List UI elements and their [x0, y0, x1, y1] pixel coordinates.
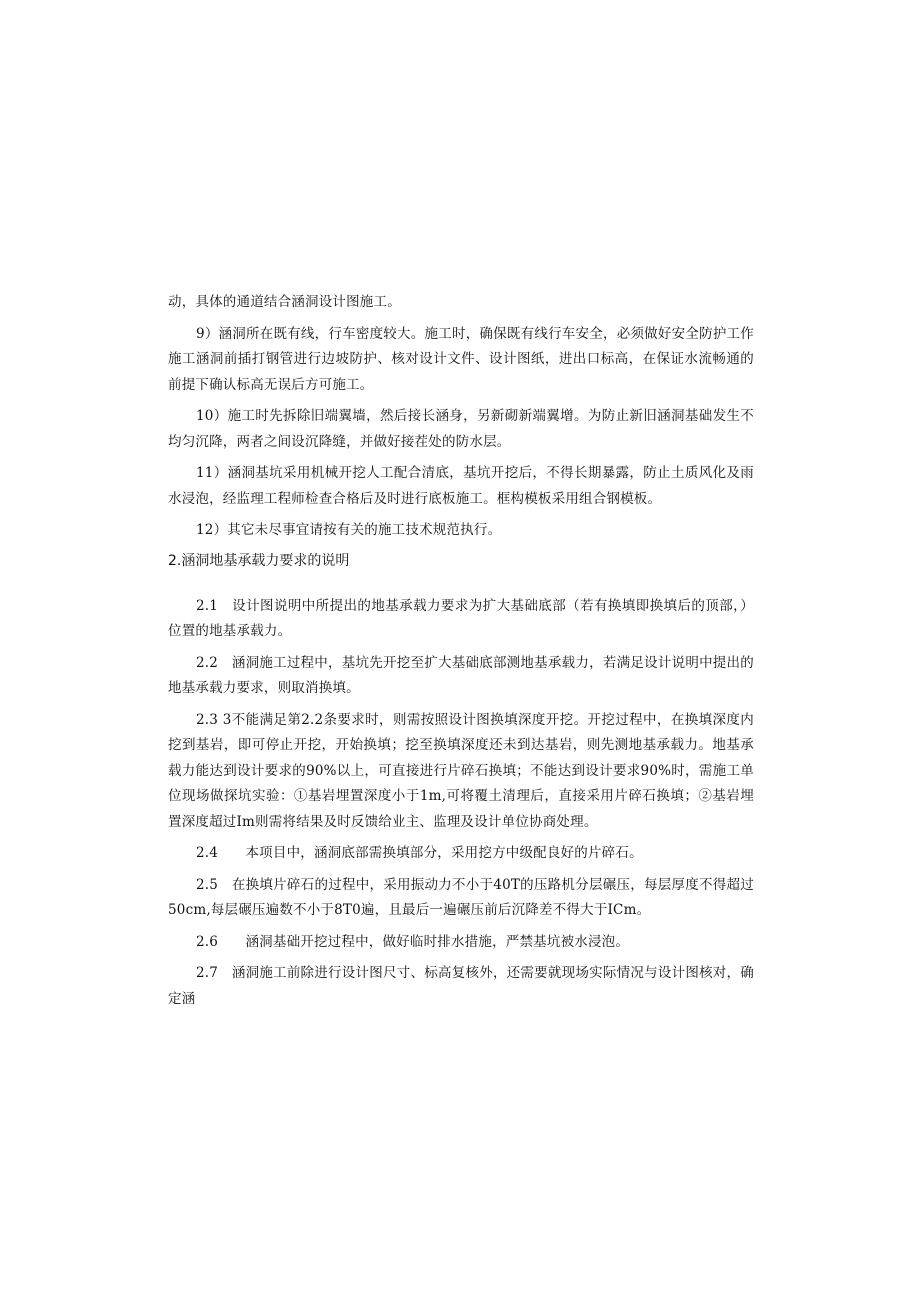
paragraph-2-3: 2.3 3不能满足第2.2条要求时，则需按照设计图换填深度开挖。开挖过程中，在换填深度内挖到基岩，即可停止开挖，开始换填；挖至换填深度还未到达基岩，则先测地基承载力。地基承载力能达到设计要求的90%以上，可直接进行片碎石换填；不能达到设计要求90%时，需施工单位现场做探坑实验：①基岩埋置深度小于1m,可将覆土清理后，直接采用片碎石换填；②基岩埋置深度超过Im则需将结果及时反馈给业主、监理及设计单位协商处理。	[168, 711, 754, 830]
section-heading: 2.涵洞地基承载力要求的说明	[168, 552, 350, 569]
paragraph-2-4: 2.4 本项目中，涵洞底部需换填部分，采用挖方中级配良好的片碎石。	[196, 845, 643, 861]
paragraph-2-1: 2.1 设计图说明中所提出的地基承载力要求为扩大基础底部（若有换填即换填后的顶部，）位置的地基承载力。	[168, 597, 754, 639]
paragraph-2-6: 2.6 涵洞基础开挖过程中，做好临时排水措施，严禁基坑被水浸泡。	[196, 933, 630, 950]
paragraph-item-12: 12）其它未尽事宜请按有关的施工技术规范执行。	[196, 522, 502, 538]
paragraph-2-2: 2.2 涵洞施工过程中，基坑先开挖至扩大基础底部测地基承载力，若满足设计说明中提出的地基承载力要求，则取消换填。	[168, 654, 754, 696]
document-body	[168, 290, 754, 1018]
paragraph-2-5: 2.5 在换填片碎石的过程中，采用振动力不小于40T的压路机分层碾压，每层厚度不得超过50cm,每层碾压遍数不小于8T0遍，且最后一遍碾压前后沉降差不得大于ICm。	[168, 876, 754, 918]
paragraph-2-7: 2.7 涵洞施工前除进行设计图尺寸、标高复核外，还需要就现场实际情况与设计图核对，确定涵	[168, 965, 754, 1007]
paragraph-continuation: 动，具体的通道结合涵洞设计图施工。	[168, 294, 401, 310]
paragraph-item-11: 11）涵洞基坑采用机械开挖人工配合清底，基坑开挖后，不得长期暴露，防止土质风化及雨水浸泡，经监理工程师检查合格后及时进行底板施工。框构模板采用组合钢模板。	[168, 465, 754, 507]
paragraph-item-10: 10）施工时先拆除旧端翼墙，然后接长涵身，另新砌新端翼增。为防止新旧涵洞基础发生不均匀沉降，两者之间设沉降缝，并做好接茬处的防水层。	[168, 408, 754, 450]
paragraph-item-9: 9）涵洞所在既有线，行车密度较大。施工时，确保既有线行车安全，必须做好安全防护工作施工涵洞前插打钢管进行边坡防护、核对设计文件、设计图纸，进出口标高，在保证水流畅通的前提下确认标高无误后方可施工。	[168, 325, 754, 393]
